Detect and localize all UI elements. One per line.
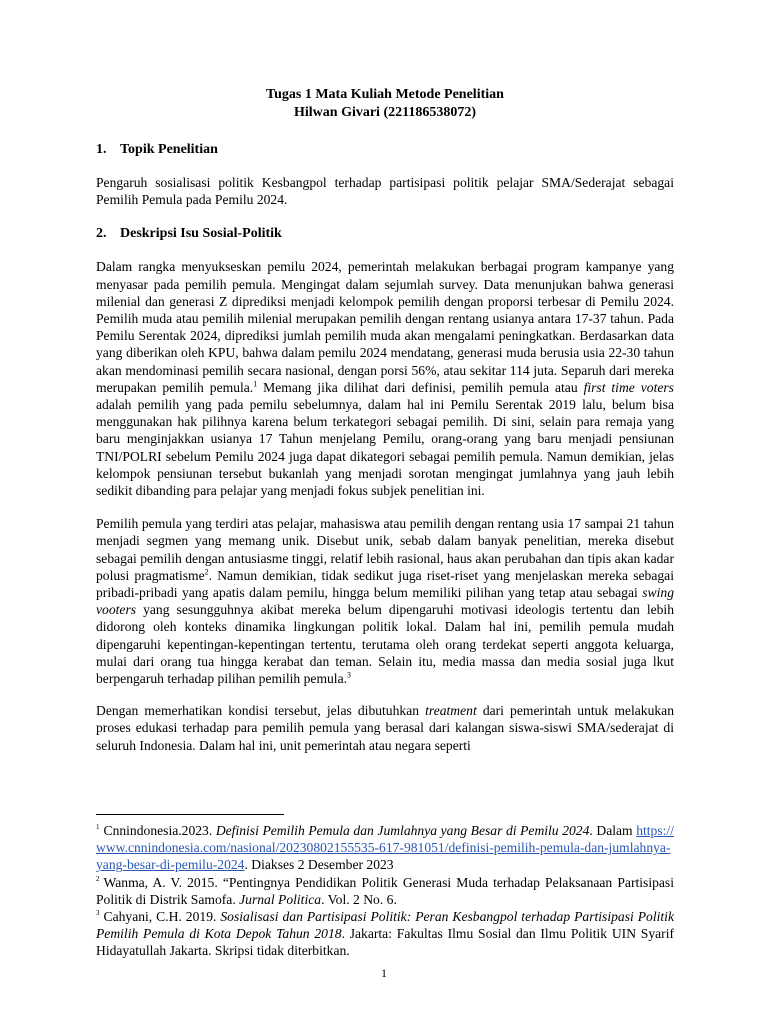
text-run: Dengan memerhatikan kondisi tersebut, jelas dibutuhkan	[96, 703, 426, 719]
footnote-3	[96, 908, 674, 960]
body-paragraph-2	[96, 515, 674, 687]
text-run: Wanma, A. V. 2015. “Pentingnya Pendidikan Politik Generasi Muda terhadap Pelaksanaan Partisipasi Politik di Distrik Samofa.	[96, 874, 674, 907]
text-run: yang sesungguhnya akibat mereka belum dipengaruhi motivasi ideologis tertentu dan lebih didorong oleh konteks dinamika lingkungan politik lokal. Dalam hal ini, pemilih pemula mudah dipengaruhi kepentingan-kepentingan tertentu, terutama oleh orang terdekat seperti anggota keluarga, mulai dari orang tua hingga kerabat dan teman. Selain itu, media massa dan media sosial juga lkut berpengaruh terhadap pilihan pemilih pemula.	[96, 602, 674, 687]
title-line-2: Hilwan Givari (221186538072)	[294, 105, 476, 120]
page-number: 1	[381, 966, 387, 980]
body-paragraph-3	[96, 702, 674, 754]
section-heading-topic	[96, 141, 674, 159]
text-run: adalah pemilih yang pada pemilu sebelumnya, dalam hal ini Pemilu Serentak 2019 lalu, belum bisa menggunakan hak pilihnya karena belum terkategori sebagai pemilih. Di sini, selain para remaja yang baru menginjakkan usianya 17 Tahun menjelang Pemilu, orang-orang yang baru menjadi pensiunan TNI/POLRI sebelum Pemilu 2024 juga dapat dikategori sebagai pemilih pemula. Namun demikian, jelas kelompok pensiunan tersebut bukanlah yang menjadi sorotan mengingat jumlahnya yang jauh lebih sedikit dibanding para pelajar yang menjadi fokus subjek penelitian ini.	[96, 397, 674, 499]
document-body	[96, 86, 674, 754]
footnote-1	[96, 822, 674, 874]
footnote-number: 2	[96, 875, 100, 884]
text-run: Cahyani, C.H. 2019.	[103, 909, 221, 925]
text-run: Dalam rangka menyukseskan pemilu 2024, pemerintah melakukan berbagai program kampanye yang menyasar pada pemilih pemula. Mengingat dalam sejumlah survey. Data menunjukan bahwa generasi milenial dan generasi Z diprediksi menjadi kelompok pemilih dengan proporsi terbesar di Pemilu 2024. Pemilih muda atau pemilih milenial merupakan pemilih dengan rentang usianya antara 17-37 tahun. Pada Pemilu Serentak 2024, diprediksi jumlah pemilih muda akan mengalami peningkatkan. Berdasarkan data yang diberikan oleh KPU, bahwa dalam pemilu 2024 mendatang, generasi muda berusia usia 22-30 tahun akan mendominasi pemilih secara nasional, dengan porsi 56%, atau sekitar 114 juta. Separuh dari mereka merupakan pemilih pemula.	[96, 259, 674, 395]
document-title	[96, 86, 674, 122]
text-run: . Vol. 2 No. 6.	[321, 891, 397, 907]
italic-term: swing vooters	[96, 585, 674, 618]
footnote-link[interactable]: https://www.cnnindonesia.com/nasional/20230802155535-617-981051/definisi-pemilih-pemula-dan-jumlahnya-yang-besar-di-pemilu-2024	[96, 823, 674, 873]
section-heading-description	[96, 225, 674, 243]
text-run: Memang jika dilihat dari definisi, pemilih pemula atau	[257, 379, 584, 395]
footnote-ref-3[interactable]: 3	[347, 670, 352, 680]
text-run: . Jakarta: Fakultas Ilmu Sosial dan Ilmu Politik UIN Syarif Hidayatullah Jakarta. Skripsi tidak diterbitkan.	[96, 926, 675, 959]
section-title: Topik Penelitian	[120, 142, 218, 157]
footnote-ref-2[interactable]: 2	[204, 567, 209, 577]
footnote-2	[96, 874, 674, 908]
footnotes	[96, 822, 674, 960]
italic-title: Jurnal Politica	[239, 891, 322, 907]
text-run: . Diakses 2 Desember 2023	[244, 857, 394, 873]
section-number: 1.	[96, 142, 107, 157]
footnote-number: 3	[96, 909, 100, 918]
footnote-separator	[96, 814, 284, 815]
title-line-1: Tugas 1 Mata Kuliah Metode Penelitian	[266, 87, 504, 102]
topic-paragraph: Pengaruh sosialisasi politik Kesbangpol terhadap partisipasi politik pelajar SMA/Sederajat sebagai Pemilih Pemula pada Pemilu 2024.	[96, 175, 674, 208]
section-number: 2.	[96, 226, 107, 242]
text-run: dari pemerintah untuk melakukan proses edukasi terhadap para pemilih pemula yang berasal dari kalangan siswa-siswi SMA/sederajat di seluruh Indonesia. Dalam hal ini, unit pemerintah atau negara seperti	[96, 703, 674, 753]
footnote-ref-1[interactable]: 1	[253, 379, 258, 389]
text-run: Pemilih pemula yang terdiri atas pelajar, mahasiswa atau pemilih dengan rentang usia 17 sampai 21 tahun menjadi segmen yang memang unik. Disebut unik, sebab dalam banyak penelitian, mereka disebut sebagai pemilih dengan antusiasme tinggi, relatif lebih rasional, haus akan perubahan dan tipis akan kadar polusi pragmatisme	[96, 516, 674, 583]
italic-title: Definisi Pemilih Pemula dan Jumlahnya yang Besar di Pemilu 2024	[215, 823, 590, 838]
body-paragraph-1	[96, 258, 674, 499]
section-title: Deskripsi Isu Sosial-Politik	[120, 226, 282, 242]
text-run: Cnnindonesia.2023.	[103, 823, 216, 838]
text-run: . Dalam	[589, 823, 637, 838]
italic-term: treatment	[425, 703, 477, 719]
footnote-number: 1	[96, 823, 100, 832]
italic-term: first time voters	[583, 379, 674, 395]
italic-title: Sosialisasi dan Partisipasi Politik: Peran Kesbangpol terhadap Partisipasi Politik Pemilih Pemula di Kota Depok Tahun 2018	[96, 909, 674, 942]
text-run: . Namun demikian, tidak sedikut juga riset-riset yang menjelaskan mereka sebagai pribadi-pribadi yang apatis dalam pemilu, hingga belum memiliki pilihan yang tetap atau sebagai	[96, 567, 674, 601]
